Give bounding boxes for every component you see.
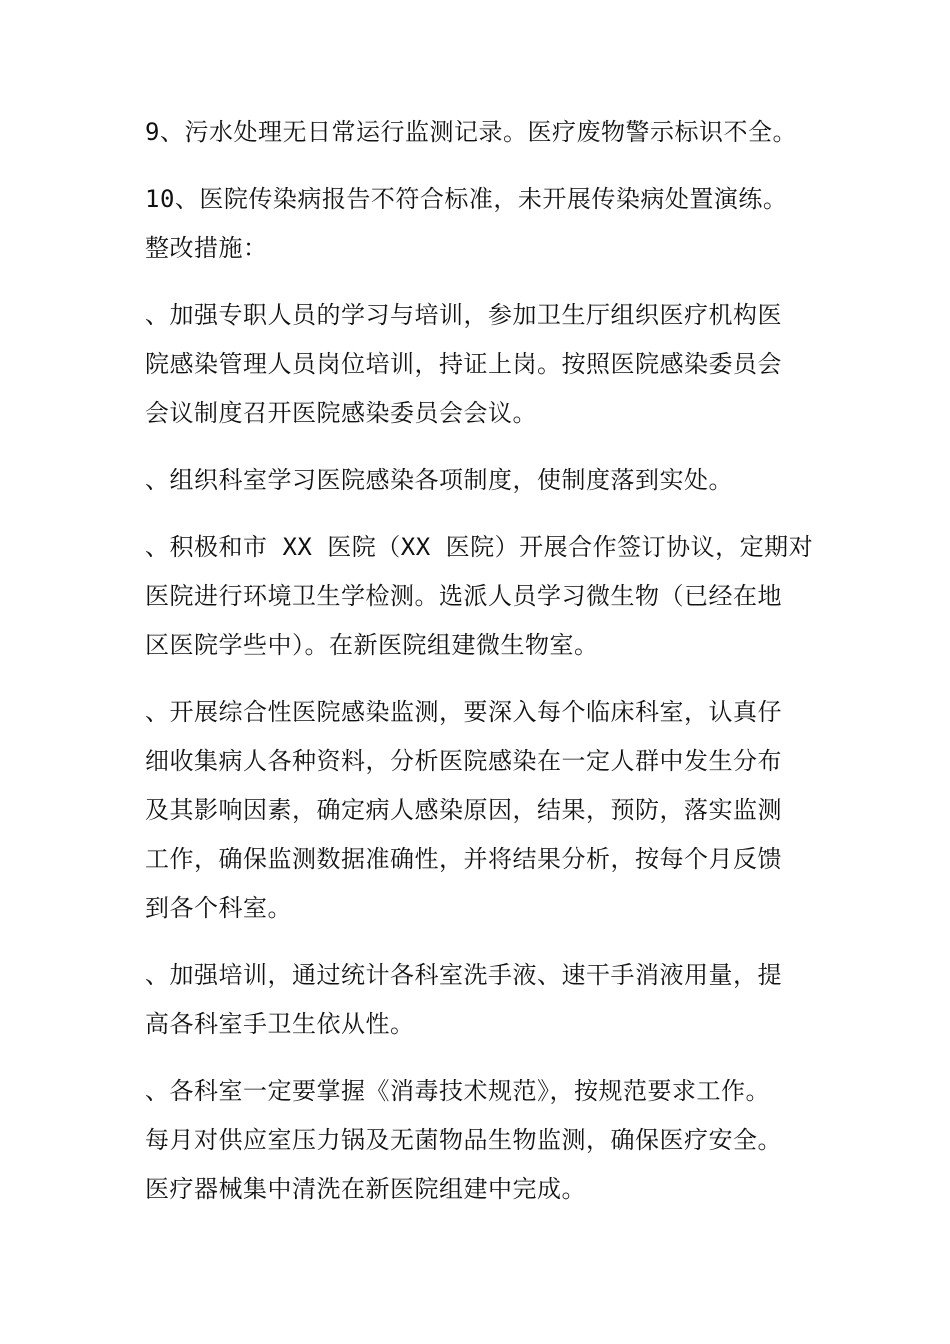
measure-paragraph-5 (145, 951, 810, 1049)
text-line: 区医院学些中）。在新医院组建微生物室。 (145, 631, 599, 659)
text-line: 整改措施： (145, 234, 268, 262)
text-line: 、组织科室学习医院感染各项制度，使制度落到实处。 (145, 466, 733, 494)
section-heading-rectification (145, 224, 810, 273)
text-line: 、开展综合性医院感染监测，要深入每个临床科室，认真仔 (145, 698, 782, 726)
text-line: 会议制度召开医院感染委员会会议。 (145, 399, 537, 427)
text-line: 及其影响因素，确定病人感染原因，结果，预防，落实监测 (145, 796, 782, 824)
text-line: 、各科室一定要掌握《消毒技术规范》，按规范要求工作。 (145, 1077, 770, 1105)
text-line: 、积极和市 XX 医院（XX 医院）开展合作签订协议，定期对 (145, 533, 814, 561)
measure-paragraph-2 (145, 456, 810, 505)
text-line: 10、医院传染病报告不符合标准，未开展传染病处置演练。 (145, 185, 788, 213)
text-line: 医疗器械集中清洗在新医院组建中完成。 (145, 1175, 586, 1203)
text-line: 院感染管理人员岗位培训，持证上岗。按照医院感染委员会 (145, 350, 782, 378)
document-body (145, 108, 814, 1232)
measure-paragraph-6 (145, 1067, 810, 1214)
text-line: 细收集病人各种资料，分析医院感染在一定人群中发生分布 (145, 747, 782, 775)
text-line: 医院进行环境卫生学检测。选派人员学习微生物（已经在地 (145, 582, 782, 610)
paragraph-item-10 (145, 175, 810, 224)
text-line: 到各个科室。 (145, 894, 292, 922)
text-line: 、加强培训，通过统计各科室洗手液、速干手消液用量，提 (145, 961, 782, 989)
text-line: 高各科室手卫生依从性。 (145, 1010, 415, 1038)
measure-paragraph-3 (145, 523, 814, 670)
text-line: 9、污水处理无日常运行监测记录。医疗废物警示标识不全。 (145, 118, 797, 146)
text-line: 、加强专职人员的学习与培训，参加卫生厅组织医疗机构医 (145, 301, 782, 329)
text-line: 工作，确保监测数据准确性，并将结果分析，按每个月反馈 (145, 845, 782, 873)
measure-paragraph-1 (145, 291, 810, 438)
measure-paragraph-4 (145, 688, 810, 933)
text-line: 每月对供应室压力锅及无菌物品生物监测，确保医疗安全。 (145, 1126, 782, 1154)
paragraph-item-9 (145, 108, 810, 157)
